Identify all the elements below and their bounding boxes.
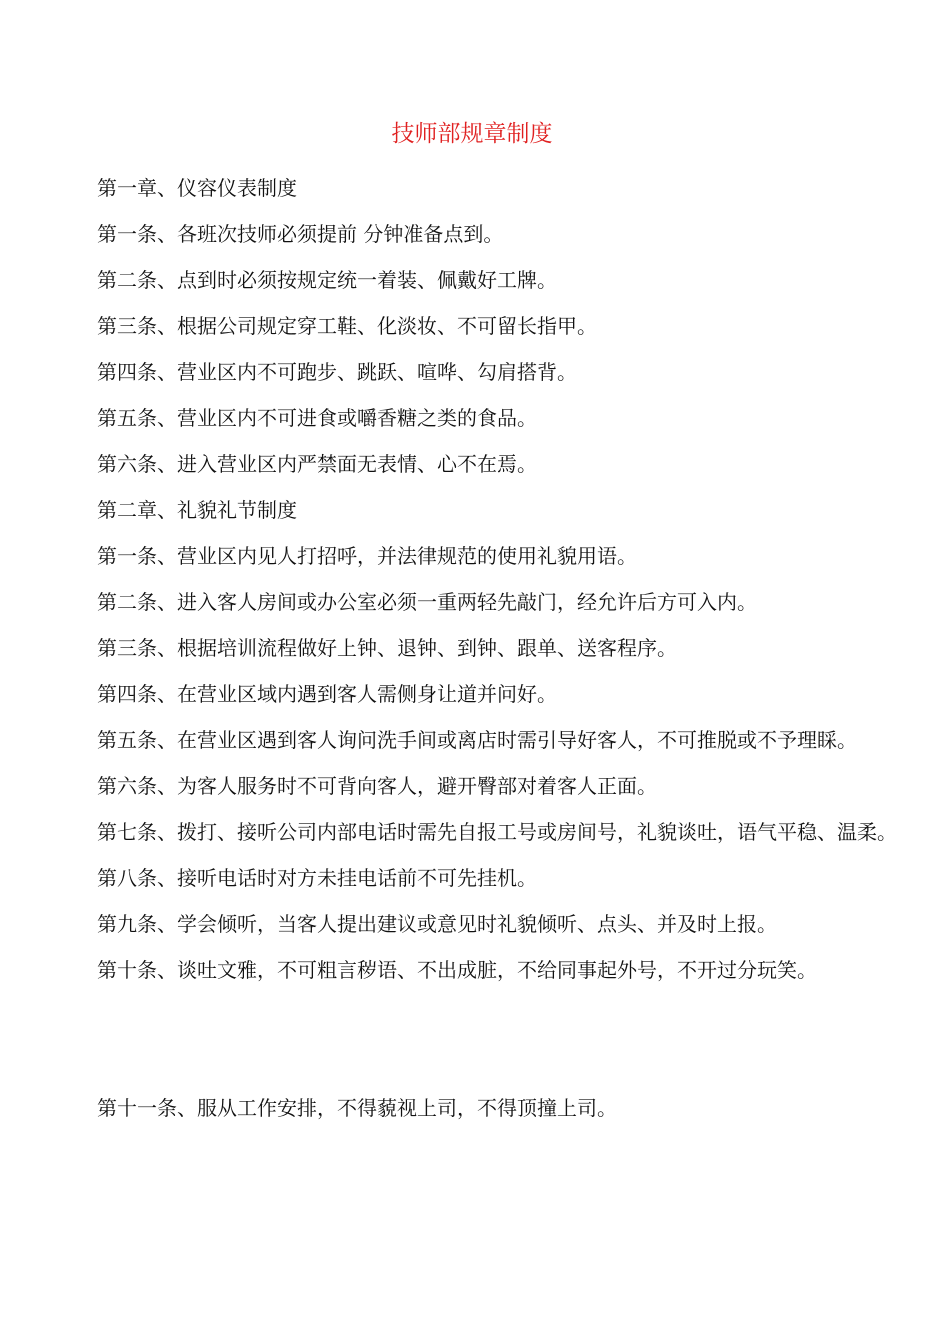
article-paragraph: 第八条、接听电话时对方未挂电话前不可先挂机。 <box>97 866 537 890</box>
article-paragraph: 第四条、在营业区域内遇到客人需侧身让道并问好。 <box>97 682 557 706</box>
article-paragraph: 第五条、营业区内不可进食或嚼香糖之类的食品。 <box>97 406 537 430</box>
page-gap <box>47 993 899 1085</box>
article-paragraph: 第六条、进入营业区内严禁面无表情、心不在焉。 <box>97 452 537 476</box>
chapter-heading-2: 第二章、礼貌礼节制度 <box>97 498 297 522</box>
article-paragraph: 第四条、营业区内不可跑步、跳跃、喧哗、勾肩搭背。 <box>97 360 577 384</box>
article-paragraph: 第九条、学会倾听，当客人提出建议或意见时礼貌倾听、点头、并及时上报。 <box>97 912 777 936</box>
article-paragraph: 第三条、根据公司规定穿工鞋、化淡妆、不可留长指甲。 <box>97 314 597 338</box>
article-paragraph: 第十一条、服从工作安排，不得藐视上司，不得顶撞上司。 <box>97 1096 617 1120</box>
document-title: 技师部规章制度 <box>391 121 553 147</box>
article-paragraph: 第五条、在营业区遇到客人询问洗手间或离店时需引导好客人，不可推脱或不予理睬。 <box>97 728 857 752</box>
document-body <box>47 165 899 1131</box>
article-paragraph: 第二条、点到时必须按规定统一着装、佩戴好工牌。 <box>97 268 557 292</box>
article-paragraph: 第一条、营业区内见人打招呼，并法律规范的使用礼貌用语。 <box>97 544 637 568</box>
article-paragraph: 第一条、各班次技师必须提前 分钟准备点到。 <box>97 222 504 246</box>
article-paragraph: 第六条、为客人服务时不可背向客人，避开臀部对着客人正面。 <box>97 774 657 798</box>
article-paragraph: 第十条、谈吐文雅，不可粗言秽语、不出成脏，不给同事起外号，不开过分玩笑。 <box>97 958 817 982</box>
chapter-heading-1: 第一章、仪容仪表制度 <box>97 176 297 200</box>
article-paragraph: 第三条、根据培训流程做好上钟、退钟、到钟、跟单、送客程序。 <box>97 636 677 660</box>
article-paragraph: 第二条、进入客人房间或办公室必须一重两轻先敲门，经允许后方可入内。 <box>97 590 757 614</box>
article-paragraph: 第七条、拨打、接听公司内部电话时需先自报工号或房间号，礼貌谈吐，语气平稳、温柔。 <box>97 820 897 844</box>
